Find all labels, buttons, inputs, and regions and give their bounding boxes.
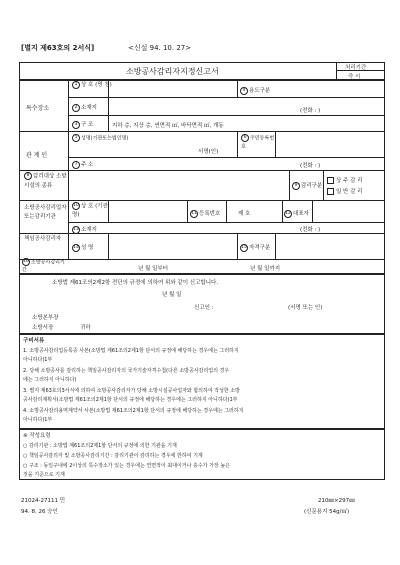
field-owner-phone: (전화 : ): [300, 163, 321, 169]
note-item: 것을 기준으로 기재: [23, 472, 65, 478]
section-period-text: 소방공사감리기간: [22, 259, 65, 273]
circle-mark-icon: 6: [241, 134, 249, 142]
field-owner-name-label: [72, 134, 132, 143]
circle-mark-icon: 1: [72, 81, 80, 89]
field-company-name-label: [72, 202, 110, 219]
field-use-type-text: 용도구분: [249, 88, 271, 94]
field-qualification-text: 자격구분: [249, 245, 271, 251]
field-qualification-label: [240, 243, 270, 252]
form-new-date: <신설 94. 10. 27>: [128, 44, 192, 52]
field-company-address-text: 소재지: [81, 227, 97, 233]
field-owner-name-text: 성명(기관또는법인명): [81, 135, 129, 142]
circle-mark-icon: 8: [24, 172, 32, 180]
field-company-name-text: 상 호 (기관명): [72, 203, 108, 218]
documents-title: 구비서류: [23, 338, 45, 344]
field-representative-label: [284, 209, 309, 218]
section-period: [22, 258, 68, 274]
field-supervision-type-text: 감리구분: [301, 183, 323, 189]
circle-mark-icon: 15: [241, 244, 247, 250]
option-full-text: 상 주 감 리: [336, 178, 363, 184]
document-item: 4. 소방공사감리용역계약서 사본(소방법 제61조의2제1항 단서의 규정에 해당하는 경우에는 그러하지: [23, 408, 244, 414]
field-representative-text: 대표자: [293, 211, 309, 217]
document-item: 1. 소방공사감리업등록증 사본(소방법 제61조의2제1항 단서의 규정에 해당하는 경우에는 그러하지: [23, 348, 239, 354]
section-related-person: 관 계 인: [26, 152, 48, 159]
field-person-name-label: [72, 243, 93, 252]
section-supervisor: 소방공사감리업자또는감리기관: [24, 205, 67, 220]
recipient-fire-station: 소방서장: [32, 325, 54, 331]
field-reg-no-label: [190, 209, 220, 218]
circle-mark-icon: 16: [23, 259, 29, 264]
checkbox-icon[interactable]: [327, 177, 334, 184]
recipient-honorific: 귀하: [80, 325, 91, 331]
document-item: 2. 당해 소방공사를 감리하는 책임공사감리자의 국가기술자격수첩(다른 소방공사감리업의 경우: [23, 368, 230, 374]
circle-mark-icon: 9: [292, 182, 300, 190]
notes-title: ※ 작성요령: [23, 433, 51, 439]
field-owner-address-label: [72, 160, 93, 169]
document-item: 아니하다)1부: [23, 417, 53, 423]
field-structure-detail: 지하 층, 지상 층, 연면적 ㎡, 바닥면적 ㎡, 개동: [112, 123, 224, 129]
declaration-text: 소방법 제61조의2제2항 전단의 규정에 의하여 위와 같이 신고합니다.: [52, 280, 219, 286]
option-full-supervision[interactable]: [327, 176, 363, 184]
period-to: 년 월 일까지: [250, 266, 281, 272]
field-address-text: 소재지: [81, 105, 97, 111]
circle-mark-icon: 12: [285, 210, 291, 216]
circle-mark-icon: 11: [191, 210, 197, 216]
field-structure-label: [72, 120, 93, 129]
circle-mark-icon: 4: [240, 87, 248, 95]
field-resident-no-label: [241, 134, 275, 151]
note-item: ○ 감리기관 : 소방법 제61조의2제1항 단서의 규정에 의한 기관을 기재: [23, 443, 177, 449]
document-item: 에는 그러하지 아니하다): [23, 377, 77, 383]
field-company-address-label: [72, 225, 97, 234]
section-specific-object: 특수장소: [26, 105, 50, 112]
footer-approval: 94. 8. 26 승인: [21, 509, 58, 515]
field-address-label: [72, 103, 97, 112]
circle-mark-icon: 2: [72, 104, 80, 112]
circle-mark-icon: 3: [72, 121, 80, 129]
circle-mark-icon: 10: [73, 203, 79, 208]
field-resident-no-text: 주민등록번 호: [241, 135, 275, 150]
circle-mark-icon: 13: [73, 226, 79, 232]
processing-value: 즉 시: [348, 74, 361, 80]
processing-label: 처리기간: [345, 65, 367, 71]
footer-paper: (신문용지 54g/㎡): [304, 509, 350, 515]
reporter-sign-note: (서명 또는 인): [288, 305, 323, 311]
note-item: ○ 구조 : 동일구내에 2이상의 특수장소가 있는 경우에는 연면적이 최대이거나 층수가 가장 높은: [23, 463, 231, 469]
section-supervised-work-text: 감리대상 소방시설의 종류: [24, 173, 67, 189]
document-item: 아니하다)1부: [23, 357, 53, 363]
field-person-name-text: 성 명: [81, 245, 94, 251]
circle-mark-icon: 5: [72, 134, 80, 142]
circle-mark-icon: 14: [73, 244, 79, 250]
footer-form-no: 21024-27111 민: [21, 498, 66, 504]
reporter-label: 신고인 :: [194, 305, 214, 311]
section-responsible-supervisor: 책임공사감리자: [24, 236, 62, 242]
page-title: 소방공사감리자지정신고서: [126, 67, 219, 76]
document-item: 3. 별지 제63호의3서식에 의하여 소방공사감리자가 당해 소방시설공사업자와 합의하여 작성한 소방: [23, 388, 240, 394]
option-partial-supervision[interactable]: [327, 187, 363, 195]
checkbox-icon[interactable]: [327, 188, 334, 195]
period-from: 년 월 일부터: [138, 266, 169, 272]
field-company-phone: (전화 : ): [300, 227, 321, 233]
circle-mark-icon: 7: [72, 161, 80, 169]
field-use-type-label: [240, 86, 270, 95]
footer-size: 210㎜×297㎜: [318, 498, 355, 504]
form-number: [별지 제63호의 2서식]: [21, 44, 95, 52]
recipient-fire-hq: 소방본부장: [32, 315, 59, 321]
field-structure-text: 구 조: [81, 122, 94, 128]
field-name-text: 상 호 (명 칭): [81, 82, 112, 88]
option-part-text: 일 반 감 리: [336, 189, 363, 195]
document-item: 공사감리계획서(소방법 제61조의2제1항 단서의 규정에 해당하는 경우에는 그러하지 아니하다)1부: [23, 397, 238, 403]
declaration-date: 년 월 일: [162, 292, 182, 298]
note-item: ○ 책임공사감리자 및 소방공사감리기간 : 감리기관이 감리하는 경우에 한하여 기재: [23, 453, 203, 459]
field-supervision-type-label: [292, 181, 322, 190]
field-reg-no-value: 제 호: [238, 211, 251, 217]
field-reg-no-text: 등록번호: [199, 211, 221, 217]
field-phone: (전화 : ): [300, 108, 321, 114]
field-signature: 서명(인): [198, 149, 219, 155]
field-owner-address-text: 주 소: [81, 162, 94, 168]
section-supervised-work: [24, 172, 68, 191]
field-name-label: [72, 80, 112, 89]
